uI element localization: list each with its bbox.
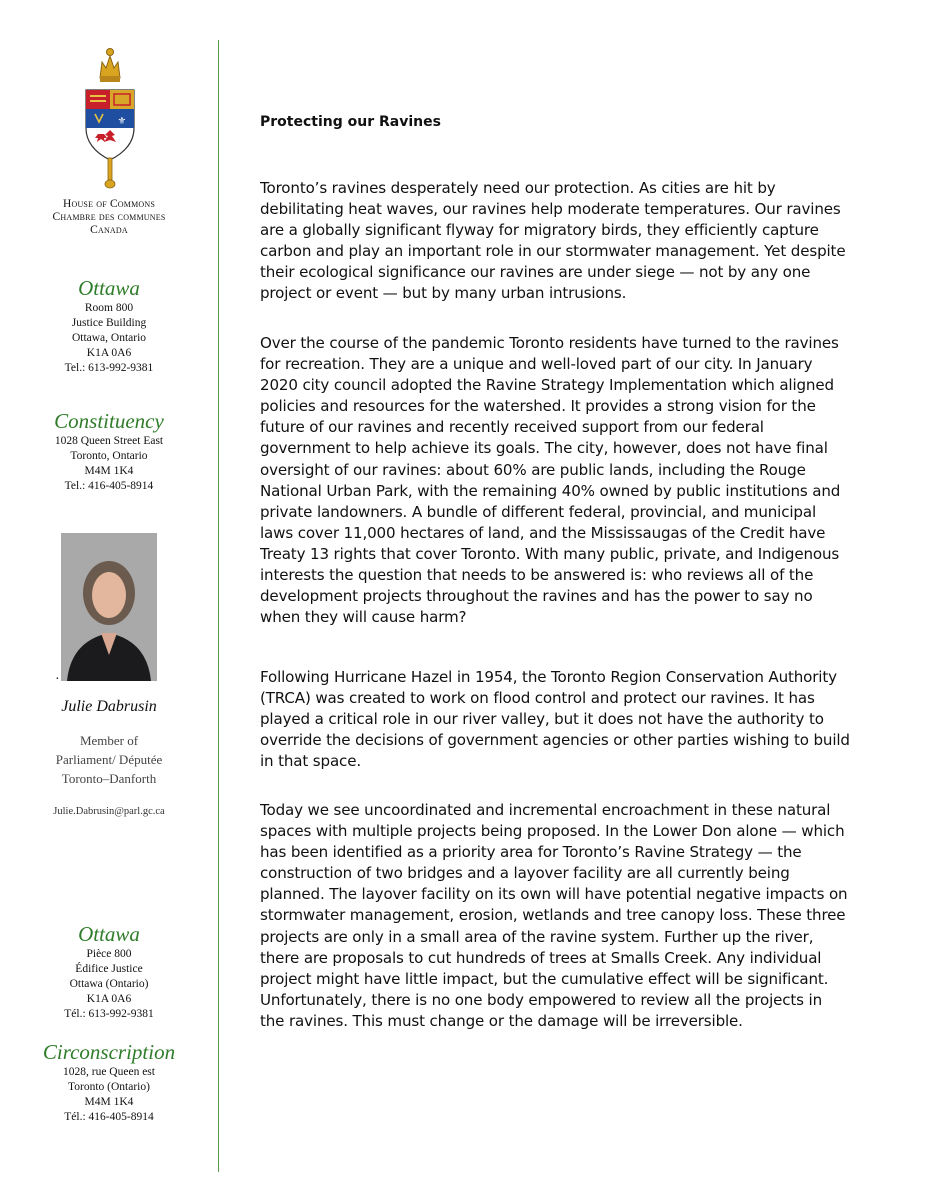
address-line: K1A 0A6 xyxy=(86,993,132,1005)
constituency-office-block-fr xyxy=(0,1040,218,1125)
phone-line: Tel.: 613-992-9381 xyxy=(64,362,154,374)
phone-line: Tél.: 613-992-9381 xyxy=(64,1008,154,1020)
office-heading: Ottawa xyxy=(78,922,140,946)
phone-line: Tel.: 416-405-8914 xyxy=(64,480,154,492)
organization-name xyxy=(0,198,218,237)
org-line: Canada xyxy=(90,224,128,236)
address-line: Toronto, Ontario xyxy=(70,450,148,462)
org-line: Chambre des communes xyxy=(52,211,166,223)
address-line: M4M 1K4 xyxy=(84,465,134,477)
office-heading: Ottawa xyxy=(78,276,140,300)
letter-title: Protecting our Ravines xyxy=(260,114,441,130)
address-line: 1028, rue Queen est xyxy=(63,1066,155,1078)
paragraph: Today we see uncoordinated and incremental encroachment in these natural spaces with multiple projects being proposed. In the Lower Don alone — which has been identified as a priority area for Toronto’s Ravine Strategy — the construction of two bridges and a layover facility are all currently being planned. The layover facility on its own will have potential negative impacts on stormwater management, erosion, wetlands and tree canopy loss. These three projects are only in a small area of the ravine system. Further up the river, there are proposals to cut hundreds of trees at Smalls Creek. Any individual project might have little impact, but the cumulative effect will be significant. Unfortunately, there is no one body empowered to review all the projects in the ravines. This must change or the damage will be irreversible. xyxy=(260,801,848,1030)
address-line: 1028 Queen Street East xyxy=(54,435,164,447)
ottawa-office-block xyxy=(0,276,218,376)
org-line: House of Commons xyxy=(62,198,156,210)
address-line: Room 800 xyxy=(84,302,134,314)
office-heading: Circonscription xyxy=(42,1040,176,1064)
office-heading: Constituency xyxy=(54,409,164,433)
address-line: Justice Building xyxy=(71,317,147,329)
vertical-divider xyxy=(218,40,219,1172)
ottawa-office-block-fr xyxy=(0,922,218,1022)
house-of-commons-crest-icon xyxy=(78,38,142,193)
mp-title-line: Member of xyxy=(79,733,139,748)
paragraph: Over the course of the pandemic Toronto residents have turned to the ravines for recreation. They are a unique and well-loved part of our city. In January 2020 city council adopted the Ravine Strategy Implementation which aligned policies and resources for the watershed. It provides a strong vision for the future of our ravines and recently received support from our federal government to help achieve its goals. The city, however, does not have final oversight of our ravines: about 60% are public lands, including the Rouge National Urban Park, with the remaining 40% owned by public institutions and private landowners. A bundle of different federal, provincial, and municipal laws cover 11,000 hectares of land, and the Mississaugas of the Credit have Treaty 13 rights that cover Toronto. With many public, private, and Indigenous interests the question that needs to be answered is: who reviews all of the development projects throughout the ravines and has the power to say no when they will cause harm? xyxy=(260,334,841,627)
address-line: K1A 0A6 xyxy=(86,347,132,359)
letterhead-sidebar xyxy=(0,0,218,1200)
mp-name: Julie Dabrusin xyxy=(61,698,157,715)
mp-title-line: Parliament/ Députée xyxy=(55,752,163,767)
address-line: Ottawa, Ontario xyxy=(71,332,147,344)
address-line: Pièce 800 xyxy=(86,948,132,960)
paragraph: Following Hurricane Hazel in 1954, the Toronto Region Conservation Authority (TRCA) was created to work on flood control and protect our ravines. It has played a critical role in our river valley, but it does not have the authority to override the decisions of government agencies or other parties wishing to build in that space. xyxy=(260,668,850,771)
phone-line: Tél.: 416-405-8914 xyxy=(64,1111,154,1123)
address-line: Édifice Justice xyxy=(75,963,143,975)
address-line: M4M 1K4 xyxy=(84,1096,134,1108)
paragraph: Toronto’s ravines desperately need our protection. As cities are hit by debilitating heat waves, our ravines help moderate temperatures. Our ravines are a globally significant flyway for migratory birds, they efficiently capture carbon and play an important role in our stormwater management. Yet despite their ecological significance our ravines are under siege — not by any one project or event — but by many urban intrusions. xyxy=(260,179,846,303)
portrait-image xyxy=(61,533,157,681)
stray-dot: · xyxy=(55,672,60,687)
mp-title xyxy=(0,731,218,788)
svg-text:⚜: ⚜ xyxy=(117,116,127,127)
address-line: Toronto (Ontario) xyxy=(68,1081,150,1093)
email-address: Julie.Dabrusin@parl.gc.ca xyxy=(53,806,165,817)
constituency-office-block xyxy=(0,409,218,494)
address-line: Ottawa (Ontario) xyxy=(69,978,149,990)
mp-portrait xyxy=(61,533,157,681)
mp-title-line: Toronto–Danforth xyxy=(61,771,157,786)
